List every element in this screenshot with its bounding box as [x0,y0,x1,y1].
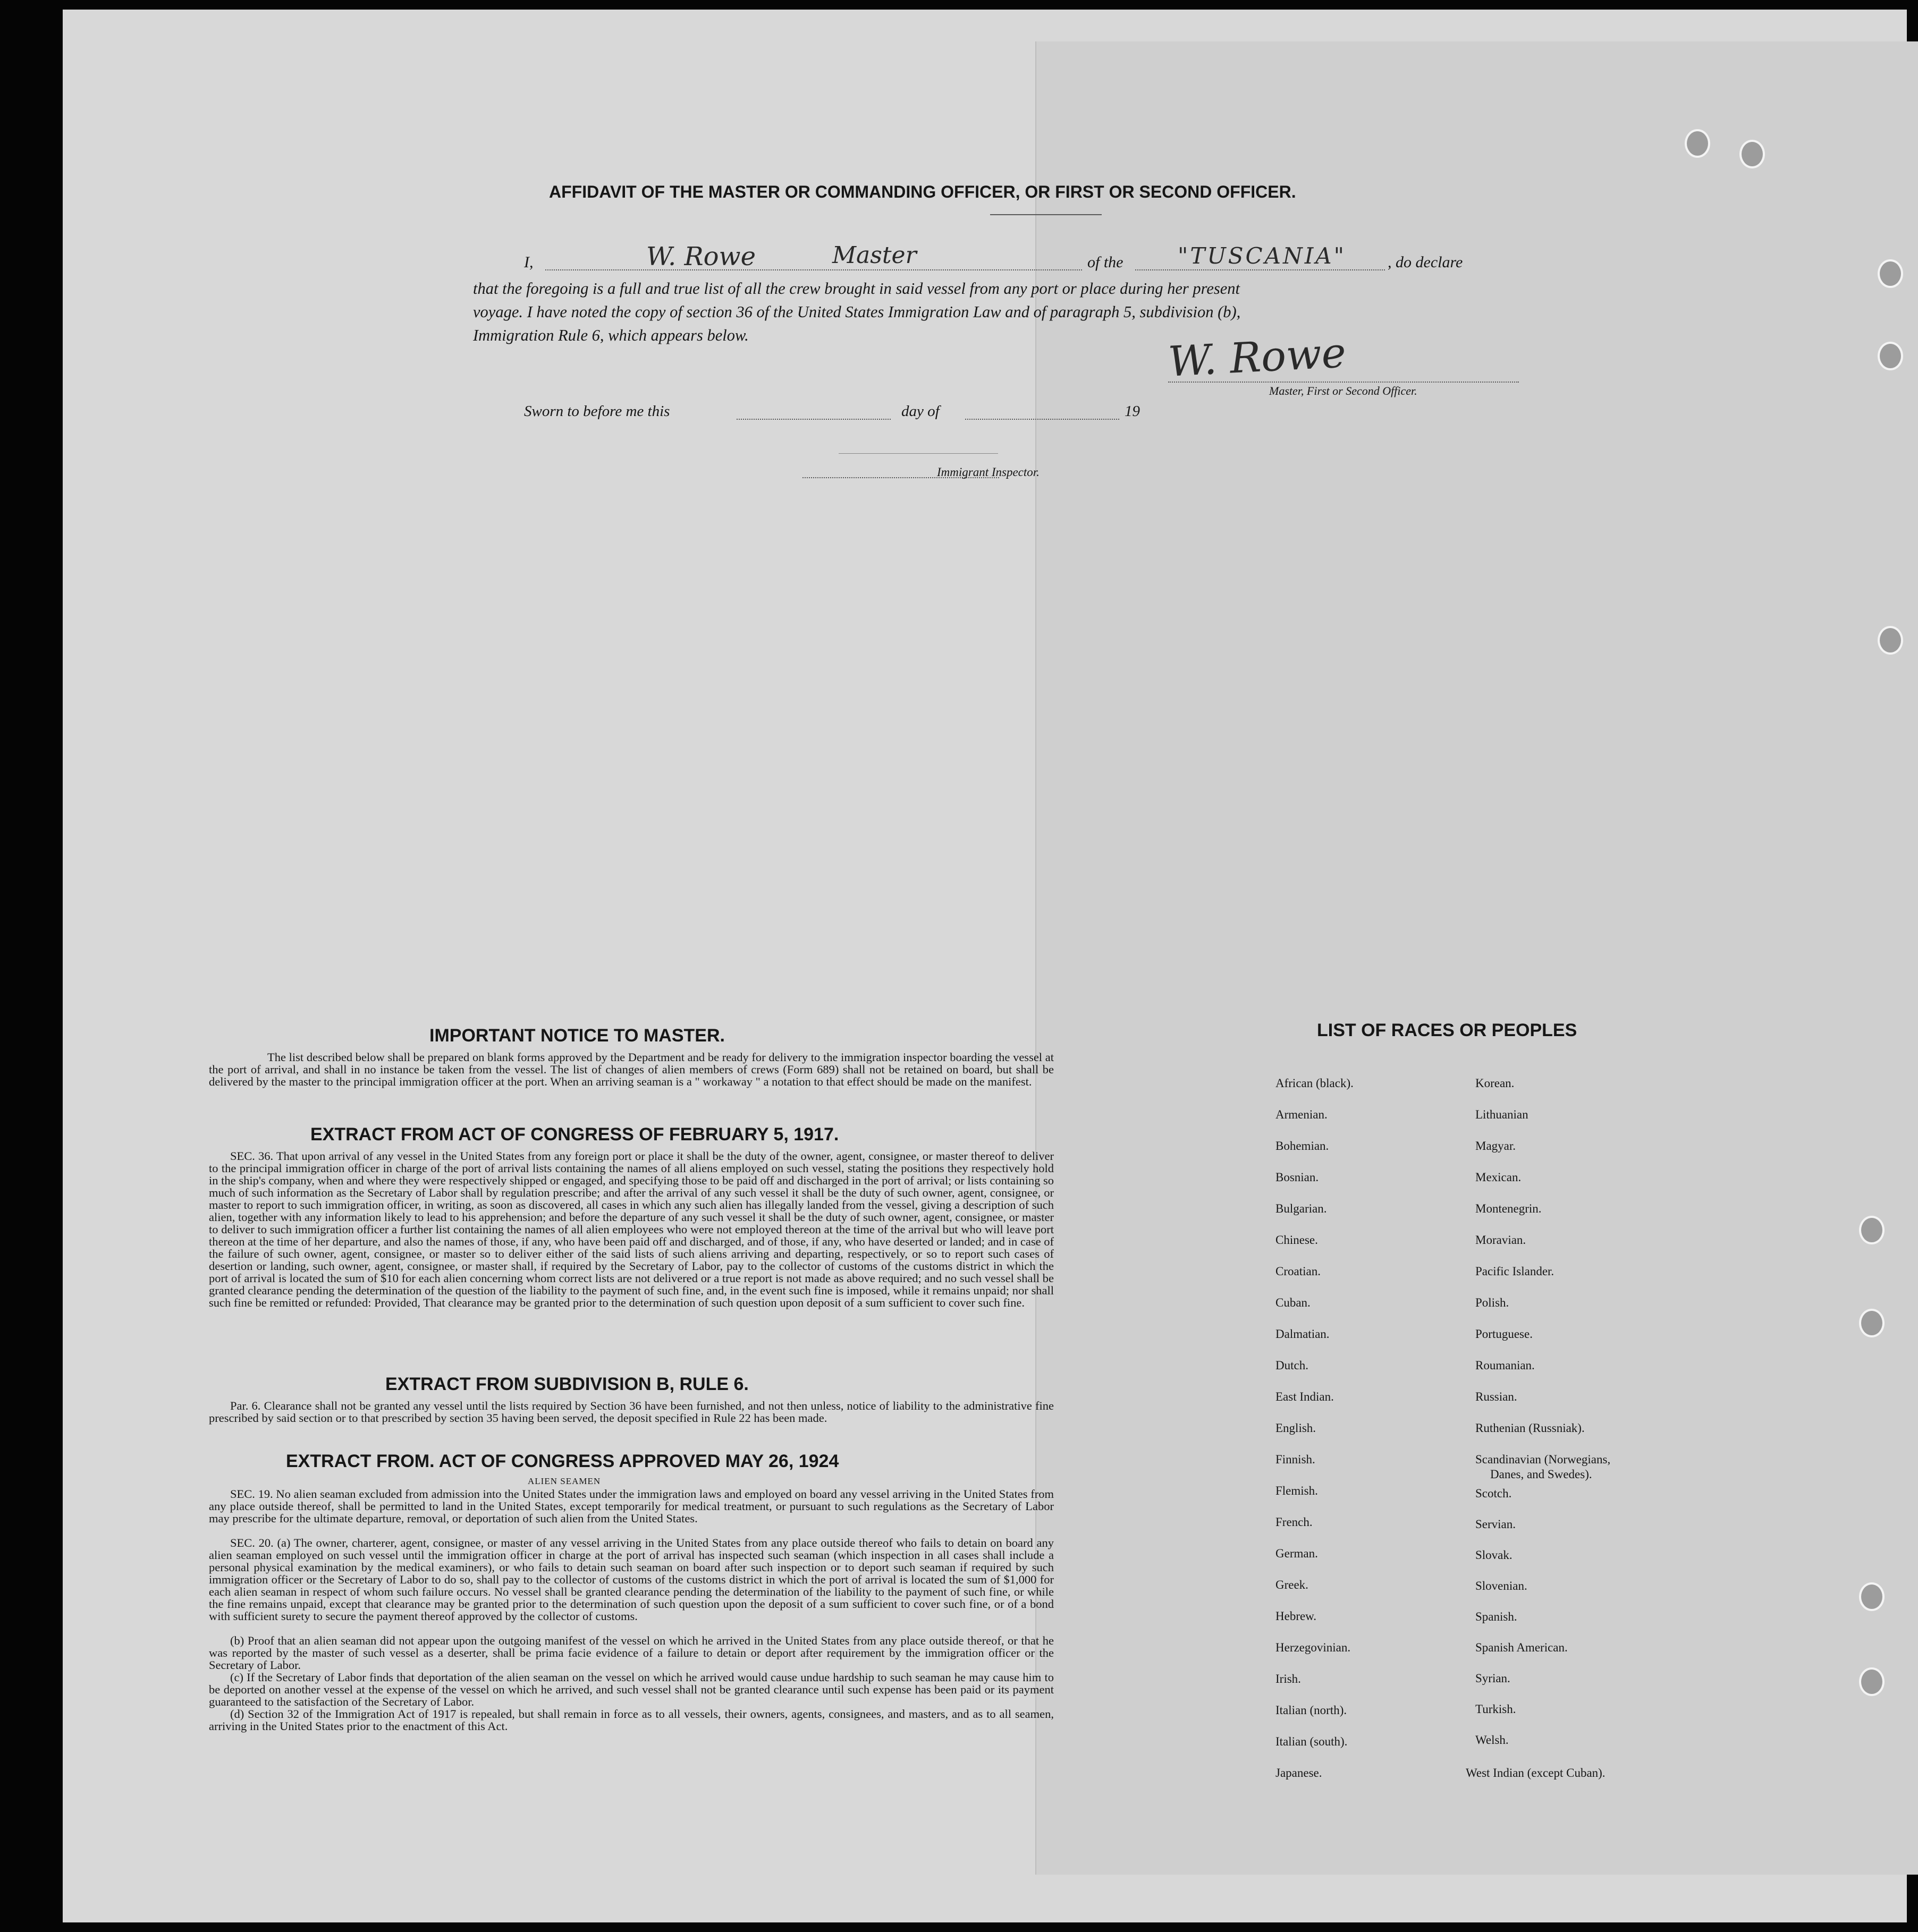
race-right-item: Roumanian. [1475,1359,1535,1372]
race-right-item: Welsh. [1475,1733,1509,1747]
binder-hole [1739,140,1765,168]
extract-1917-text: SEC. 36. That upon arrival of any vessel in the United States from any foreign port or place it shall be the duty of the owner, agent, consignee, or master thereof to deliver to the principal immigration officer in charge of the port of arrival lists containing the names of all aliens employed on such vessel, stating the positions they respectively hold in the ship's company, when and where they were respectively shipped or engaged, and specifying those to be paid off and discharged in the port of arrival; or lists containing so much of such information as the Secretary of Labor shall by regulation prescribe; and after the arrival of any such vessel it shall be the duty of such owner, agent, consignee, or master to report to such immigration officer, in writing, as soon as discovered, all cases in which any such alien has illegally landed from the vessel, giving a description of such alien, together with any information likely to lead to his apprehension; and before the departure of any such vessel it shall be the duty of such owner, agent, consignee, or master to deliver to such immigration officer a further list containing the names of all alien employees who were not employed thereon at the time of the arrival but who will leave port thereon at the time of her departure, and also the names of those, if any, who have been paid off and discharged, and of those, if any, who have deserted or landed; and in case of the failure of such owner, agent, consignee, or master so to deliver either of the said lists of such aliens arriving and departing, respectively, or so to report such cases of desertion or landing, such owner, agent, consignee, or master shall, if required by the Secretary of Labor, pay to the collector of customs of the customs district in which the port of arrival is located the sum of $10 for each alien concerning whom correct lists are not delivered or a true report is not made as above required; and no such vessel shall be granted clearance pending the determination of the question of the liability to the payment of such fine, and, in the event such fine is imposed, while it remains unpaid; nor shall such fine be remitted or refunded: Provided, That clearance may be granted prior to the determination of such question upon deposit of a sum sufficient to cover such fine. [209,1149,1054,1309]
signature-caption: Master, First or Second Officer. [1269,384,1417,397]
extract-1924-sec19: SEC. 19. No alien seaman excluded from admission into the United States under the immigration laws and employed on board any vessel arriving in the United States from any place outside thereof, shall be permitted to land in the United States, except temporarily for medical treatment, or pursuant to such regulations as the Secretary of Labor may prescribe for the ultimate departure, removal, or deportation of such alien from the United States. [209,1487,1054,1525]
race-left-item: Croatian. [1275,1265,1321,1278]
extract-rule6-title: EXTRACT FROM SUBDIVISION B, RULE 6. [385,1374,749,1394]
race-right-item: Slovak. [1475,1548,1513,1562]
race-left-item: Flemish. [1275,1484,1318,1497]
extract-rule6-text: Par. 6. Clearance shall not be granted any vessel until the lists required by Section 36 have been furnished, and not then unless, notice of liability to the administrative fine prescribed by said section or to that prescribed by section 35 having been served, the deposit specified in Rule 22 has been made. [209,1399,1054,1425]
race-right-item: Turkish. [1475,1702,1516,1716]
race-right-item: Portuguese. [1475,1327,1533,1341]
extract-1924-sec20c: (c) If the Secretary of Labor finds that deportation of the alien seaman on the vessel on which he arrived would cause undue hardship to such seaman he may cause him to be deported on another vessel at the expense of the vessel on which he arrived, and such vessel shall not be granted clearance until such expense has been paid or its payment guaranteed to the satisfaction of the Secretary of Labor. [209,1671,1054,1708]
notice-title: IMPORTANT NOTICE TO MASTER. [429,1026,725,1046]
notice-text: The list described below shall be prepared on blank forms approved by the Department and be ready for delivery to the immigration inspector boarding the vessel at the port of arrival, and shall in no instance be taken from the vessel. The list of changes of alien members of crews (Form 689) shall not be retained on board, but shall be delivered by the master to the principal immigration officer at the port. When an arriving seaman is a " workaway " a notation to that effect should be made on the manifest. [209,1050,1054,1088]
extract-1924-title: EXTRACT FROM. ACT OF CONGRESS APPROVED MAY 26, 1924 [286,1451,839,1471]
binder-hole [1685,129,1710,158]
race-right-item: Moravian. [1475,1233,1526,1247]
race-left-item: Bohemian. [1275,1139,1329,1153]
race-left-item: East Indian. [1275,1390,1334,1403]
race-right-item: Lithuanian [1475,1108,1528,1121]
race-right-item: Scotch. [1475,1487,1512,1500]
race-left-item: Dalmatian. [1275,1327,1330,1341]
binder-hole [1878,342,1903,370]
affidavit-title: AFFIDAVIT OF THE MASTER OR COMMANDING OFFICER, OR FIRST OR SECOND OFFICER. [549,182,1296,201]
extract-1924-subtitle: ALIEN SEAMEN [528,1476,601,1486]
master-signature: W. Rowe [1167,329,1347,386]
race-left-item: Bulgarian. [1275,1202,1327,1215]
binder-hole [1878,626,1903,655]
extract-1924-sec20b: (b) Proof that an alien seaman did not appear upon the outgoing manifest of the vessel on which he arrived in the United States from any place outside thereof, or that he was reported by the master of such vessel as a deserter, shall be prima facie evidence of a failure to detain or deport after requirement by the immigration officer or the Secretary of Labor. [209,1634,1054,1672]
title-underline [990,214,1102,215]
race-left-item: Finnish. [1275,1453,1315,1466]
race-left-item: Herzegovinian. [1275,1641,1351,1654]
binder-hole [1859,1309,1885,1337]
declaration-body-line-2: voyage. I have noted the copy of section 36 of the United States Immigration Law and of paragraph 5, subdivision (b), [473,303,1241,321]
races-title: LIST OF RACES OR PEOPLES [1317,1020,1577,1040]
race-right-item: Russian. [1475,1390,1517,1403]
declaration-line [524,242,1560,273]
race-left-item: Hebrew. [1275,1609,1317,1623]
race-right-item: Magyar. [1475,1139,1516,1153]
race-right-item: Polish. [1475,1296,1509,1309]
race-left-item: Armenian. [1275,1108,1328,1121]
declaration-of-the: of the [1087,253,1123,271]
race-right-item: West Indian (except Cuban). [1466,1766,1606,1780]
race-right-item: Spanish. [1475,1610,1517,1623]
sworn-year: 19 [1125,403,1140,420]
race-right-item: Servian. [1475,1518,1516,1531]
race-right-item: Syrian. [1475,1672,1510,1685]
declaration-i-label: I, [524,253,534,271]
signature-line [1168,382,1519,383]
master-name-handwritten: W. Rowe [646,242,756,272]
sworn-line [524,403,1215,426]
race-right-item: Montenegrin. [1475,1202,1542,1215]
race-right-item: Spanish American. [1475,1641,1568,1654]
extract-1924-sec20d: (d) Section 32 of the Immigration Act of 1917 is repealed, but shall remain in force as to all vessels, their owners, agents, consignees, and masters, and as to all seamen, arriving in the United States prior to the enactment of this Act. [209,1707,1054,1733]
race-left-item: Italian (north). [1275,1704,1347,1717]
master-name-line [545,269,1082,270]
sworn-text: Sworn to before me this [524,403,670,420]
inspector-caption: Immigrant Inspector. [937,465,1040,479]
document-page [63,10,1907,1922]
binder-hole [1859,1667,1885,1696]
binder-hole [1878,259,1903,288]
race-right-item: Slovenian. [1475,1579,1527,1592]
race-left-item: Dutch. [1275,1359,1308,1372]
race-left-item: German. [1275,1547,1318,1560]
race-right-item: Korean. [1475,1077,1515,1090]
race-left-item: Bosnian. [1275,1171,1319,1184]
short-rule [839,453,998,454]
race-left-item: Japanese. [1275,1766,1322,1780]
race-right-item: Scandinavian (Norwegians, [1475,1453,1611,1466]
sworn-day-line [737,419,891,420]
extract-1924-sec20a: SEC. 20. (a) The owner, charterer, agent, consignee, or master of any vessel arriving in the United States from any place outside thereof who fails to detain on board any alien seaman employed on such vessel until the immigration officer in charge at the port of arrival has inspected such seaman (which inspection in all cases shall include a personal physical examination by the medical examiners), or who fails to detain such seaman on board after such inspection or to deport such seaman if required by such immigration officer or the Secretary of Labor to do so, shall pay to the collector of customs of the customs district in which the port of arrival is located the sum of $1,000 for each alien seaman in respect of whom such failure occurs. No vessel shall be granted clearance pending the determination of the liability to the payment of such fine, or while the fine remains unpaid, except that clearance may be granted prior to the determination of such question upon the deposit of a sum sufficient to cover such fine, or of a bond with sufficient surety to secure the payment thereof approved by the collector of customs. [209,1536,1054,1623]
declaration-body-line-1: that the foregoing is a full and true list of all the crew brought in said vessel from any port or place during her present [473,279,1240,298]
race-right-item: Pacific Islander. [1475,1265,1554,1278]
declaration-do-declare: , do declare [1388,253,1463,271]
race-left-item: Chinese. [1275,1233,1318,1247]
vessel-name-line [1135,269,1385,270]
race-left-item: African (black). [1275,1077,1354,1090]
race-left-item: English. [1275,1421,1316,1435]
declaration-body-line-3: Immigration Rule 6, which appears below. [473,326,749,344]
race-left-item: Irish. [1275,1672,1301,1685]
master-title-handwritten: Master [832,242,917,269]
race-left-item: French. [1275,1515,1313,1529]
sworn-day-of: day of [901,403,940,420]
race-left-item: Italian (south). [1275,1735,1348,1748]
race-right-item: Ruthenian (Russniak). [1475,1421,1585,1435]
race-right-item: Mexican. [1475,1171,1522,1184]
vessel-name-handwritten: "TUSCANIA" [1178,243,1346,269]
race-left-item: Greek. [1275,1578,1308,1591]
binder-hole [1859,1216,1885,1244]
extract-1917-title: EXTRACT FROM ACT OF CONGRESS OF FEBRUARY 5, 1917. [310,1124,839,1145]
binder-hole [1859,1582,1885,1611]
sworn-month-line [965,419,1119,420]
race-right-item-continuation: Danes, and Swedes). [1490,1468,1592,1481]
race-left-item: Cuban. [1275,1296,1311,1309]
